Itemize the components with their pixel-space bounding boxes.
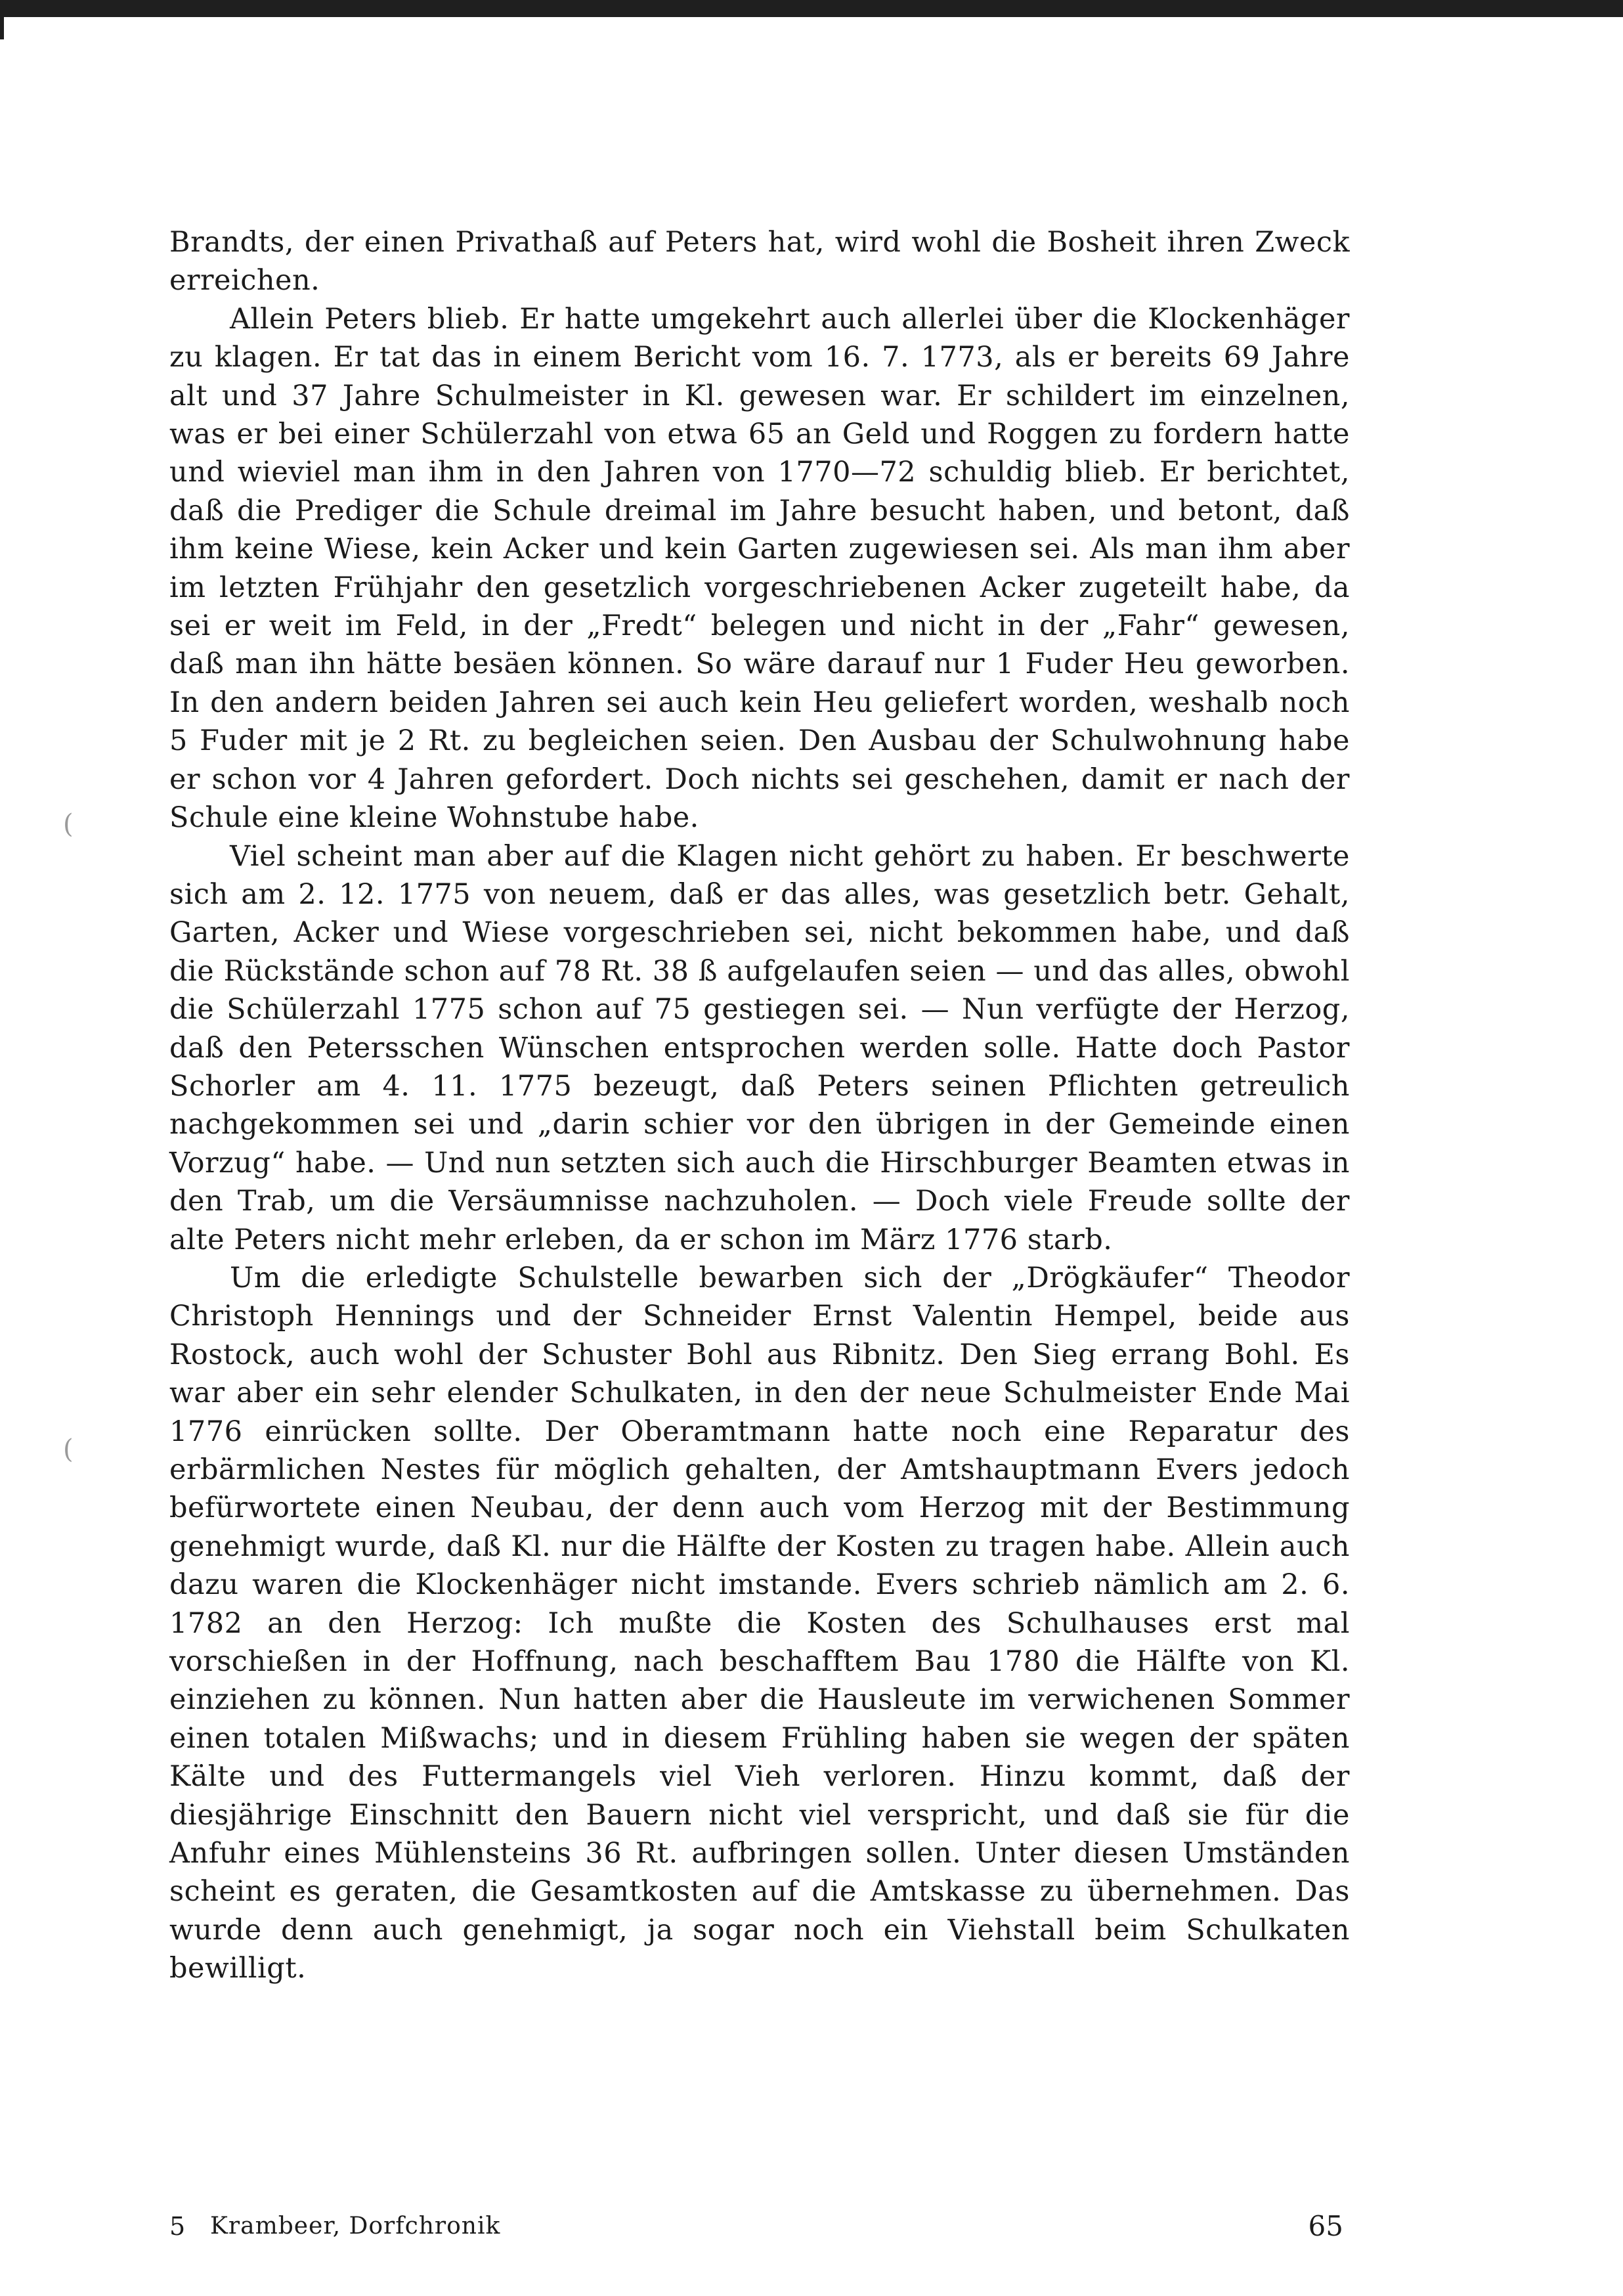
page-number: 65: [1308, 2210, 1343, 2242]
page-footer: [169, 2207, 1350, 2246]
paragraph: Viel scheint man aber auf die Klagen nicht gehört zu haben. Er beschwerte sich am 2. 12. 1775 von neuem, daß er das alles, was gesetzlich betr. Gehalt, Garten, Acker und Wiese vorgeschrieben sei, nicht bekommen habe, und daß die Rückstände schon auf 78 Rt. 38 ß aufgelaufen seien — und das alles, obwohl die Schülerzahl 1775 schon auf 75 gestiegen sei. — Nun verfügte der Herzog, daß den Petersschen Wünschen entsprochen werden solle. Hatte doch Pastor Schorler am 4. 11. 1775 bezeugt, daß Peters seinen Pflichten getreulich nachgekommen sei und „darin schier vor den übrigen in der Gemeinde einen Vorzug“ habe. — Und nun setzten sich auch die Hirschburger Beamten etwas in den Trab, um die Versäumnisse nachzuholen. — Doch viele Freude sollte der alte Peters nicht mehr erleben, da er schon im März 1776 starb.: [169, 839, 1350, 1256]
running-title: Krambeer, Dorfchronik: [210, 2213, 501, 2240]
paragraph-continuation: Brandts, der einen Privathaß auf Peters hat, wird wohl die Bosheit ihren Zweck erreichen.: [169, 226, 1350, 298]
margin-pencil-mark: (: [63, 809, 74, 839]
scan-border-left: [0, 0, 4, 39]
scan-border-top: [0, 0, 1623, 17]
signature-mark: 5: [169, 2212, 186, 2241]
page-body: [169, 223, 1350, 1988]
margin-pencil-mark: (: [63, 1434, 74, 1465]
paragraph: Allein Peters blieb. Er hatte umgekehrt auch allerlei über die Klockenhäger zu klagen. Er tat das in einem Bericht vom 16. 7. 1773, als er bereits 69 Jahre alt und 37 Jahre Schulmeister in Kl. gewesen war. Er schildert im einzelnen, was er bei einer Schülerzahl von etwa 65 an Geld und Roggen zu fordern hatte und wieviel man ihm in den Jahren von 1770—72 schuldig blieb. Er berichtet, daß die Prediger die Schule dreimal im Jahre besucht haben, und betont, daß ihm keine Wiese, kein Acker und kein Garten zugewiesen sei. Als man ihm aber im letzten Frühjahr den gesetzlich vorgeschriebenen Acker zugeteilt habe, da sei er weit im Feld, in der „Fredt“ belegen und nicht in der „Fahr“ gewesen, daß man ihn hätte besäen können. So wäre darauf nur 1 Fuder Heu geworben. In den andern beiden Jahren sei auch kein Heu geliefert worden, weshalb noch 5 Fuder mit je 2 Rt. zu begleichen seien. Den Ausbau der Schulwohnung habe er schon vor 4 Jahren gefordert. Doch nichts sei geschehen, damit er nach der Schule eine kleine Wohnstube habe.: [169, 302, 1350, 835]
paragraph: Um die erledigte Schulstelle bewarben sich der „Drögkäufer“ Theodor Christoph Hennings und der Schneider Ernst Valentin Hempel, beide aus Rostock, auch wohl der Schuster Bohl aus Ribnitz. Den Sieg errang Bohl. Es war aber ein sehr elender Schulkaten, in den der neue Schulmeister Ende Mai 1776 einrücken sollte. Der Oberamtmann hatte noch eine Reparatur des erbärmlichen Nestes für möglich gehalten, der Amtshauptmann Evers jedoch befürwortete einen Neubau, der denn auch vom Herzog mit der Bestimmung genehmigt wurde, daß Kl. nur die Hälfte der Kosten zu tragen habe. Allein auch dazu waren die Klockenhäger nicht imstande. Evers schrieb nämlich am 2. 6. 1782 an den Herzog: Ich mußte die Kosten des Schulhauses erst mal vorschießen in der Hoffnung, nach beschafftem Bau 1780 die Hälfte von Kl. einziehen zu können. Nun hatten aber die Hausleute im verwichenen Sommer einen totalen Mißwachs; und in diesem Frühling haben sie wegen der späten Kälte und des Futtermangels viel Vieh verloren. Hinzu kommt, daß der diesjährige Einschnitt den Bauern nicht viel verspricht, und daß sie für die Anfuhr eines Mühlensteins 36 Rt. aufbringen sollen. Unter diesen Umständen scheint es geraten, die Gesamtkosten auf die Amtskasse zu übernehmen. Das wurde denn auch genehmigt, ja sogar noch ein Viehstall beim Schulkaten bewilligt.: [169, 1261, 1350, 1985]
